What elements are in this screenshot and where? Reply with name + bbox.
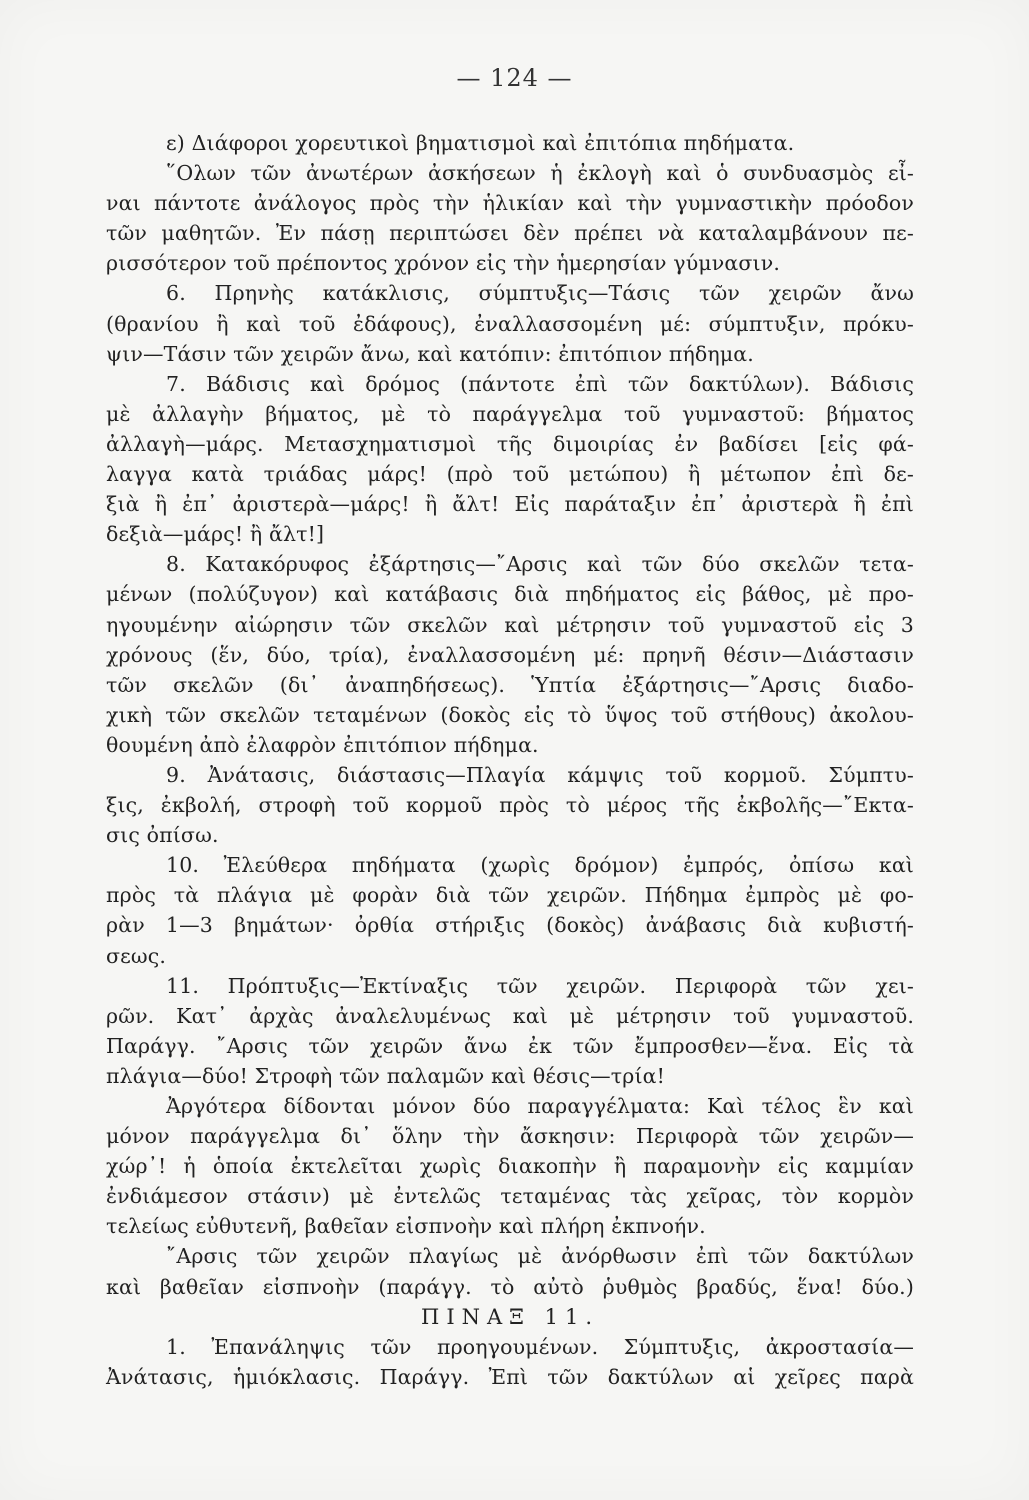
text-line: σις ὀπίσω.	[106, 823, 219, 848]
text-line: τῶν μαθητῶν. Ἐν πάσῃ περιπτώσει δὲν πρέπει νὰ καταλαμβάνουν πε-	[106, 221, 914, 246]
text-line: ξιὰ ἢ ἐπ᾽ ἀριστερὰ—μάρς! ἢ ἄλτ! Εἰς παράταξιν ἐπ᾽ ἀριστερὰ ἢ ἐπὶ	[106, 492, 914, 517]
text-line: Ἀνάτασις, ἡμιόκλασις. Παράγγ. Ἐπὶ τῶν δακτύλων αἱ χεῖρες παρὰ	[106, 1364, 914, 1389]
text-line: 10. Ἐλεύθερα πηδήματα (χωρὶς δρόμον) ἐμπρός, ὀπίσω καὶ	[166, 853, 914, 878]
text-line: 7. Βάδισις καὶ δρόμος (πάντοτε ἐπὶ τῶν δακτύλων). Βάδισις	[166, 371, 914, 396]
text-line: (θρανίου ἢ καὶ τοῦ ἐδάφους), ἐναλλασσομένη μέ: σύμπτυξιν, πρόκυ-	[106, 311, 914, 336]
text-line: τελείως εὐθυτενῆ, βαθεῖαν εἰσπνοὴν καὶ πλήρη ἐκπνοήν.	[106, 1214, 706, 1239]
text-line: σεως.	[106, 943, 167, 968]
text-line: πρὸς τὰ πλάγια μὲ φορὰν διὰ τῶν χειρῶν. Πήδημα ἐμπρὸς μὲ φο-	[106, 883, 914, 908]
text-line: ρὰν 1—3 βημάτων· ὀρθία στήριξις (δοκὸς) ἀνάβασις διὰ κυβιστή-	[106, 913, 914, 938]
text-line: χικὴ τῶν σκελῶν τεταμένων (δοκὸς εἰς τὸ ὕψος τοῦ στήθους) ἀκολου-	[106, 702, 914, 727]
text-line: μένων (πολύζυγον) καὶ κατάβασις διὰ πηδήματος εἰς βάθος, μὲ προ-	[106, 582, 914, 607]
text-line: ναι πάντοτε ἀνάλογος πρὸς τὴν ἡλικίαν καὶ τὴν γυμναστικὴν πρόοδον	[106, 191, 914, 216]
text-line: δεξιὰ—μάρς! ἢ ἄλτ!]	[106, 522, 325, 547]
text-line: Παράγγ. ῎Αρσις τῶν χειρῶν ἄνω ἐκ τῶν ἔμπροσθεν—ἕνα. Εἰς τὰ	[106, 1033, 914, 1058]
body-text	[106, 128, 914, 1392]
text-line: χώρ᾽! ἡ ὁποία ἐκτελεῖται χωρὶς διακοπὴν ἢ παραμονὴν εἰς καμμίαν	[106, 1154, 914, 1179]
text-line: ηγουμένην αἰώρησιν τῶν σκελῶν καὶ μέτρησιν τοῦ γυμναστοῦ εἰς 3	[106, 612, 914, 637]
text-line: ἐνδιάμεσον στάσιν) μὲ ἐντελῶς τεταμένας τὰς χεῖρας, τὸν κορμὸν	[106, 1184, 914, 1209]
text-line: ε) Διάφοροι χορευτικοὶ βηματισμοὶ καὶ ἐπιτόπια πηδήματα.	[166, 131, 795, 155]
text-line: μὲ ἀλλαγὴν βήματος, μὲ τὸ παράγγελμα τοῦ γυμναστοῦ: βήματος	[106, 401, 914, 426]
text-line: μόνον παράγγελμα δι᾽ ὅλην τὴν ἄσκησιν: Περιφορὰ τῶν χειρῶν—	[106, 1124, 914, 1149]
text-line: θουμένη ἀπὸ ἐλαφρὸν ἐπιτόπιον πήδημα.	[106, 732, 539, 757]
section-heading: ΠΙΝΑΞ 11.	[421, 1304, 599, 1329]
page-number: — 124 —	[456, 64, 573, 92]
text-line: ἀλλαγὴ—μάρς. Μετασχηματισμοὶ τῆς διμοιρίας ἐν βαδίσει [εἰς φά-	[106, 431, 914, 456]
text-line: ξις, ἐκβολή, στροφὴ τοῦ κορμοῦ πρὸς τὸ μέρος τῆς ἐκβολῆς—῎Εκτα-	[106, 793, 914, 818]
text-line: ρῶν. Κατ᾽ ἀρχὰς ἀναλελυμένως καὶ μὲ μέτρησιν τοῦ γυμναστοῦ.	[106, 1003, 914, 1028]
text-line: ρισσότερον τοῦ πρέποντος χρόνον εἰς τὴν ἡμερησίαν γύμνασιν.	[106, 251, 780, 276]
text-line: ψιν—Τάσιν τῶν χειρῶν ἄνω, καὶ κατόπιν: ἐπιτόπιον πήδημα.	[106, 341, 754, 366]
text-line: 8. Κατακόρυφος ἐξάρτησις—῎Αρσις καὶ τῶν δύο σκελῶν τετα-	[166, 552, 914, 577]
text-line: ῞Ολων τῶν ἀνωτέρων ἀσκήσεων ἡ ἐκλογὴ καὶ ὁ συνδυασμὸς εἶ-	[166, 161, 914, 186]
text-line: χρόνους (ἕν, δύο, τρία), ἐναλλασσομένη μέ: πρηνῆ θέσιν—Διάστασιν	[106, 642, 914, 667]
text-line: ῎Αρσις τῶν χειρῶν πλαγίως μὲ ἀνόρθωσιν ἐπὶ τῶν δακτύλων	[166, 1244, 914, 1269]
text-line: λαγγα κατὰ τριάδας μάρς! (πρὸ τοῦ μετώπου) ἢ μέτωπον ἐπὶ δε-	[106, 462, 914, 487]
text-line: καὶ βαθεῖαν εἰσπνοὴν (παράγγ. τὸ αὐτὸ ῥυθμὸς βραδύς, ἕνα! δύο.)	[106, 1274, 914, 1299]
text-line: Ἀργότερα δίδονται μόνον δύο παραγγέλματα: Καὶ τέλος ἓν καὶ	[166, 1094, 914, 1118]
text-line: 6. Πρηνὴς κατάκλισις, σύμπτυξις—Τάσις τῶν χειρῶν ἄνω	[166, 281, 914, 306]
text-line: 9. Ἀνάτασις, διάστασις—Πλαγία κάμψις τοῦ κορμοῦ. Σύμπτυ-	[166, 762, 914, 787]
text-line: τῶν σκελῶν (δι᾽ ἀναπηδήσεως). Ὑπτία ἐξάρτησις—῎Αρσις διαδο-	[106, 672, 914, 697]
text-line: 11. Πρόπτυξις—Ἐκτίναξις τῶν χειρῶν. Περιφορὰ τῶν χει-	[166, 973, 914, 998]
text-line: 1. Ἐπανάληψις τῶν προηγουμένων. Σύμπτυξις, ἀκροστασία—	[166, 1334, 914, 1359]
text-line: πλάγια—δύο! Στροφὴ τῶν παλαμῶν καὶ θέσις—τρία!	[106, 1063, 666, 1088]
